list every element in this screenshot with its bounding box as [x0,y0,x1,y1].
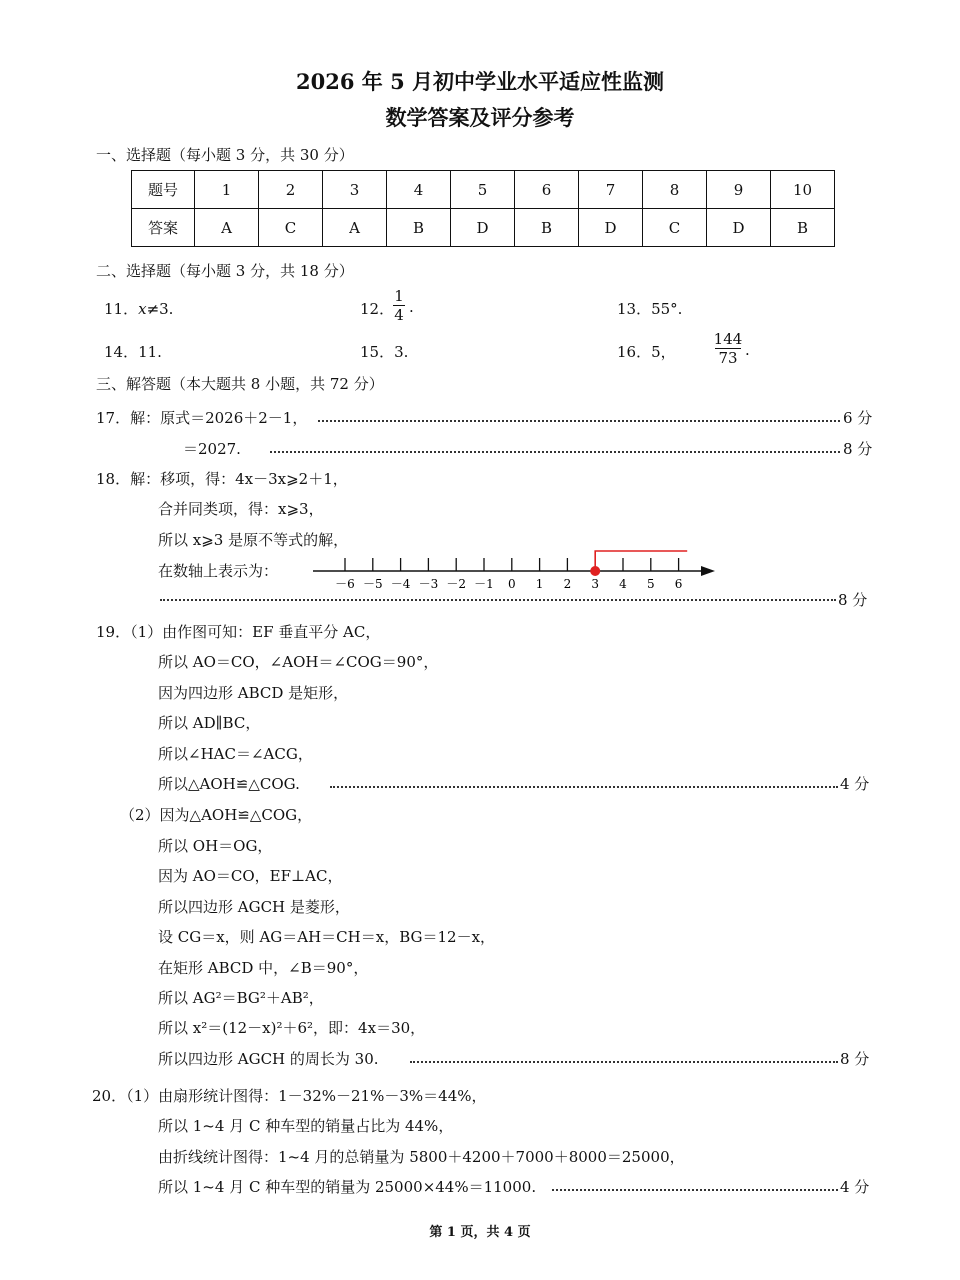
q18-line3: 所以 x⩾3 是原不等式的解， [158,531,349,549]
page-number: 第 1 页，共 4 页 [429,1225,531,1240]
score-label: 8 分 [843,440,873,458]
score-label: 4 分 [840,775,870,793]
answer-13 [617,298,682,319]
answer-text: 5， [651,343,676,361]
number-line-tick-label: －2 [446,577,467,591]
table-header-question: 题号 [132,171,195,209]
q20-line: 20．（1）由扇形统计图得：1－32%－21%－3%＝44%， [92,1087,487,1105]
number-line-tick-label: －3 [418,577,439,591]
answer-table-row-numbers [132,171,835,209]
q20-line: 所以 1~4 月 C 种车型的销量占比为 44%， [158,1117,454,1135]
fraction-12 [390,287,408,324]
score-label: 6 分 [843,409,873,427]
fraction-numerator: 144 [713,330,743,348]
q19-line: 因为四边形 ABCD 是矩形， [158,684,349,702]
q19-line: 所以 AD∥BC， [158,714,261,732]
q18-line4: 在数轴上表示为： [158,562,279,580]
arrow-icon [701,566,715,576]
answer-11 [104,298,173,319]
answer-variable: x [138,300,147,318]
fraction-denominator: 4 [394,306,404,324]
q19-line: 因为 AO＝CO，EF⊥AC， [158,867,343,885]
table-cell: 3 [323,171,387,209]
table-cell: B [515,209,579,247]
page-subtitle: 数学答案及评分参考 [385,105,575,130]
section3-heading: 三、解答题（本大题共 8 小题，共 72 分） [96,375,384,393]
q19-line: 所以 OH＝OG， [158,837,273,855]
q19-line: 设 CG＝x，则 AG＝AH＝CH＝x，BG＝12－x， [158,928,496,946]
q17-line2: ＝2027. [183,440,241,458]
q19-line: 所以△AOH≌△COG. [158,775,300,793]
number-line [305,544,725,592]
answer-table [131,170,835,247]
solution-ray [595,551,687,571]
number-line-tick-label: 5 [646,577,655,591]
score-label: 8 分 [838,591,868,609]
q19-line: 19．（1）由作图可知：EF 垂直平分 AC， [96,623,381,641]
table-cell: A [195,209,259,247]
answer-text: 55°. [651,300,683,318]
section1-heading: 一、选择题（每小题 3 分，共 30 分） [96,146,354,164]
answer-text: 3. [394,343,409,361]
q18-line1: 18．解：移项，得：4x－3x⩾2＋1， [96,470,348,488]
solution-point [590,566,600,576]
fraction-numerator: 1 [394,287,404,305]
score-label: 8 分 [840,1050,870,1068]
fraction-denominator: 73 [718,349,738,367]
number-line-tick-label: －1 [474,577,494,591]
table-cell: 2 [259,171,323,209]
number-line-tick-label: －6 [335,577,355,591]
number-line-tick-label: －5 [362,577,383,591]
q17-line1: 17．解：原式＝2026＋2－1， [96,409,308,427]
score-leader-dots [318,420,840,422]
page-title: 2026 年 5 月初中学业水平适应性监测 [296,69,664,94]
score-leader-dots [160,599,836,601]
table-cell: 8 [643,171,707,209]
number-line-tick-label: 6 [674,577,683,591]
q19-line: 所以四边形 AGCH 的周长为 30. [158,1050,379,1068]
answer-16 [617,341,676,362]
number-line-tick-label: 2 [563,577,572,591]
table-cell: 9 [707,171,771,209]
score-label: 4 分 [840,1178,870,1196]
score-leader-dots [552,1189,838,1191]
answer-15 [360,341,408,362]
table-cell: A [323,209,387,247]
number-line-tick-label: 1 [535,577,544,591]
fraction-tail-12: . [409,298,414,316]
q19-line: 所以 AG²＝BG²＋AB²， [158,989,324,1007]
q19-line: 在矩形 ABCD 中，∠B＝90°， [158,959,369,977]
q19-line: 所以 AO＝CO，∠AOH＝∠COG＝90°， [158,653,439,671]
table-cell: D [579,209,643,247]
table-cell: D [707,209,771,247]
table-cell: C [259,209,323,247]
number-line-tick-label: －4 [390,577,411,591]
q18-line2: 合并同类项，得：x⩾3， [158,500,324,518]
q19-line: （2）因为△AOH≌△COG， [120,806,313,824]
score-leader-dots [330,786,838,788]
answer-text: 11. [138,343,162,361]
table-cell: B [771,209,835,247]
question-number: 16． [617,343,652,361]
number-line-tick-label: 4 [619,577,627,591]
table-cell: B [387,209,451,247]
question-number-12: 12． [360,300,395,318]
question-number: 14． [104,343,139,361]
q19-line: 所以四边形 AGCH 是菱形， [158,898,350,916]
question-number: 11． [104,300,139,318]
table-header-answer: 答案 [132,209,195,247]
score-leader-dots [270,451,840,453]
table-cell: 6 [515,171,579,209]
q19-line: 所以 x²＝(12－x)²＋6²，即：4x＝30， [158,1019,426,1037]
section2-heading: 二、选择题（每小题 3 分，共 18 分） [96,262,354,280]
fraction-16 [713,330,743,367]
number-line-tick-label: 0 [507,577,516,591]
score-leader-dots [410,1061,838,1063]
table-cell: 7 [579,171,643,209]
q19-line: 所以∠HAC＝∠ACG， [158,745,313,763]
number-line-tick-label: 3 [591,577,600,591]
answer-text: ≠3. [146,300,174,318]
table-cell: 1 [195,171,259,209]
answer-table-row-answers [132,209,835,247]
question-number: 15． [360,343,395,361]
answer-14 [104,341,162,362]
question-number: 13． [617,300,652,318]
table-cell: 5 [451,171,515,209]
q20-line: 所以 1~4 月 C 种车型的销量为 25000×44%＝11000. [158,1178,537,1196]
table-cell: 4 [387,171,451,209]
fraction-tail-16: . [745,341,750,359]
table-cell: C [643,209,707,247]
table-cell: 10 [771,171,835,209]
table-cell: D [451,209,515,247]
q20-line: 由折线统计图得：1~4 月的总销量为 5800＋4200＋7000＋8000＝25000， [158,1148,685,1166]
